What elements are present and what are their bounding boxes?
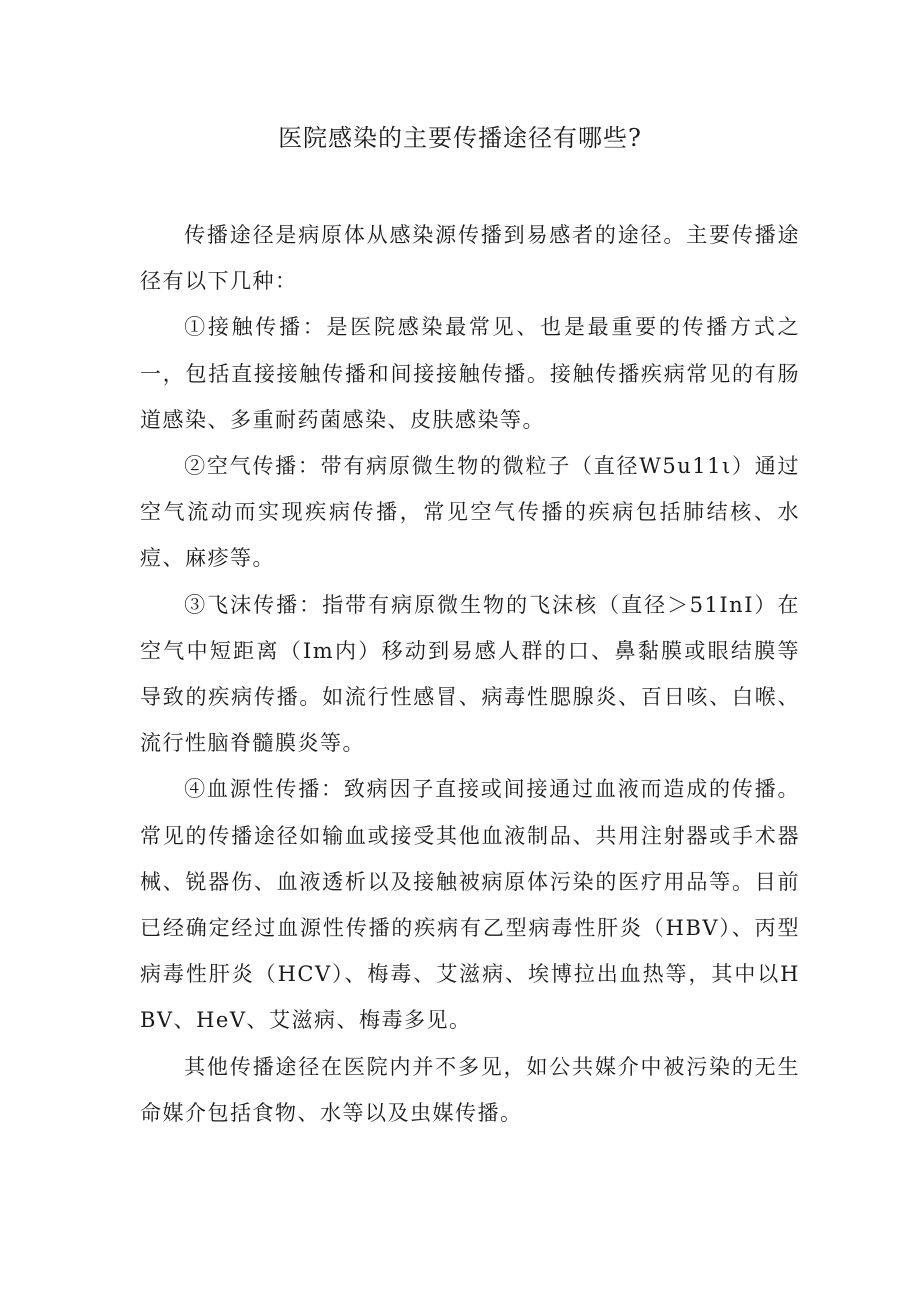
- paragraph-contact-transmission: [140, 304, 800, 443]
- paragraph-intro: [140, 212, 800, 304]
- paragraph-bloodborne-transmission: [140, 766, 800, 1043]
- paragraph-text: ③飞沫传播：指带有病原微生物的飞沫核（直径＞51InI）在空气中短距离（Im内）移动到易感人群的口、鼻黏膜或眼结膜等导致的疾病传播。如流行性感冒、病毒性腮腺炎、百日咳、白喉、流行性脑脊髓膜炎等。: [140, 592, 800, 756]
- paragraph-other-routes: [140, 1044, 800, 1136]
- page-title: 医院感染的主要传播途径有哪些?: [278, 124, 642, 152]
- document-body: [140, 212, 800, 1136]
- paragraph-text: ②空气传播：带有病原微生物的微粒子（直径W5u11ι）通过空气流动而实现疾病传播，常见空气传播的疾病包括肺结核、水痘、麻疹等。: [140, 454, 800, 571]
- paragraph-text: ①接触传播：是医院感染最常见、也是最重要的传播方式之一，包括直接接触传播和间接接触传播。接触传播疾病常见的有肠道感染、多重耐药菌感染、皮肤感染等。: [140, 315, 800, 432]
- paragraph-text: 传播途径是病原体从感染源传播到易感者的途径。主要传播途径有以下几种：: [140, 223, 800, 294]
- paragraph-text: ④血源性传播：致病因子直接或间接通过血液而造成的传播。常见的传播途径如输血或接受其他血液制品、共用注射器或手术器械、锐器伤、血液透析以及接触被病原体污染的医疗用品等。目前已经确定经过血源性传播的疾病有乙型病毒性肝炎（HBV）、丙型病毒性肝炎（HCV）、梅毒、艾滋病、埃博拉出血热等，其中以HBV、HeV、艾滋病、梅毒多见。: [140, 777, 800, 1033]
- paragraph-droplet-transmission: [140, 582, 800, 767]
- paragraph-text: 其他传播途径在医院内并不多见，如公共媒介中被污染的无生命媒介包括食物、水等以及虫媒传播。: [140, 1054, 800, 1125]
- paragraph-airborne-transmission: [140, 443, 800, 582]
